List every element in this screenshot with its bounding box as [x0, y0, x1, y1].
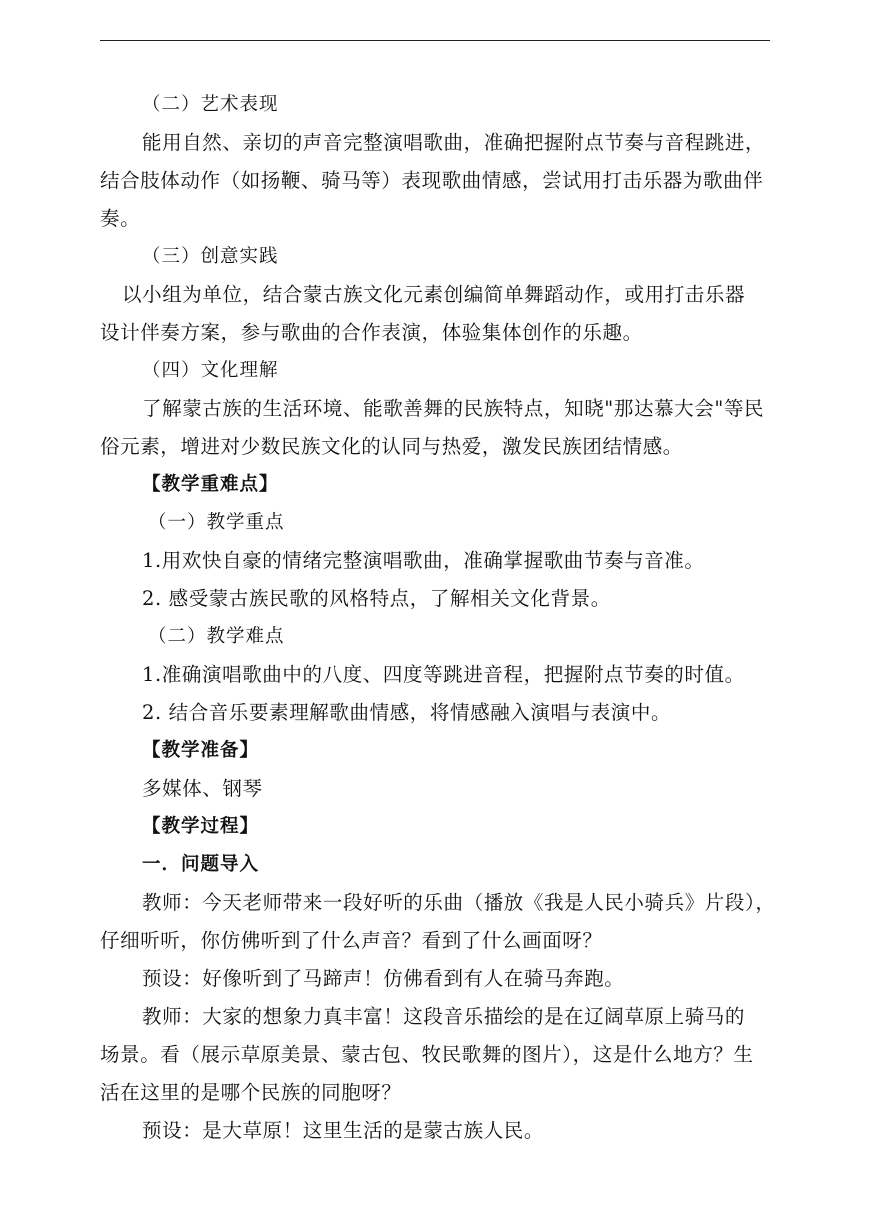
heading-difficult-points: （二）教学难点	[148, 626, 285, 647]
paragraph-line: 以小组为单位，结合蒙古族文化元素创编简单舞蹈动作，或用打击乐器	[122, 283, 746, 306]
heading-creative-practice: （三）创意实践	[142, 246, 279, 267]
list-item: 1.准确演唱歌曲中的八度、四度等跳进音程，把握附点节奏的时值。	[142, 663, 745, 686]
paragraph-line: 活在这里的是哪个民族的同胞呀？	[100, 1081, 402, 1104]
paragraph-line: 奏。	[100, 207, 141, 230]
preparation-text: 多媒体、钢琴	[142, 777, 263, 800]
paragraph-line: 仔细听听，你仿佛听到了什么声音？看到了什么画面呀？	[100, 929, 603, 952]
paragraph-line: 教师：大家的想象力真丰富！这段音乐描绘的是在辽阔草原上骑马的	[142, 1005, 746, 1028]
header-rule	[100, 40, 770, 41]
list-item: 2. 结合音乐要素理解歌曲情感，将情感融入演唱与表演中。	[142, 701, 672, 724]
heading-culture: （四）文化理解	[142, 360, 279, 381]
paragraph-line: 了解蒙古族的生活环境、能歌善舞的民族特点，知晓"那达慕大会"等民	[142, 397, 765, 420]
heading-key-points: （一）教学重点	[148, 512, 285, 533]
document-page	[100, 86, 776, 1150]
paragraph-line: 预设：好像听到了马蹄声！仿佛看到有人在骑马奔跑。	[142, 967, 625, 990]
paragraph-line: 能用自然、亲切的声音完整演唱歌曲，准确把握附点节奏与音程跳进，	[142, 131, 766, 154]
paragraph-line: 结合肢体动作（如扬鞭、骑马等）表现歌曲情感，尝试用打击乐器为歌曲伴	[100, 169, 764, 192]
paragraph-line: 俗元素，增进对少数民族文化的认同与热爱，激发民族团结情感。	[100, 435, 683, 458]
heading-question-intro: 一．问题导入	[142, 854, 260, 875]
list-item: 1.用欢快自豪的情绪完整演唱歌曲，准确掌握歌曲节奏与音准。	[142, 549, 705, 572]
heading-key-difficult: 【教学重难点】	[142, 474, 279, 495]
heading-process: 【教学过程】	[142, 816, 260, 837]
paragraph-line: 场景。看（展示草原美景、蒙古包、牧民歌舞的图片），这是什么地方？生	[100, 1043, 754, 1066]
paragraph-line: 预设：是大草原！这里生活的是蒙古族人民。	[142, 1119, 545, 1142]
paragraph-line: 设计伴奏方案，参与歌曲的合作表演，体验集体创作的乐趣。	[100, 321, 643, 344]
heading-preparation: 【教学准备】	[142, 740, 260, 761]
heading-art-expression: （二）艺术表现	[142, 94, 279, 115]
list-item: 2. 感受蒙古族民歌的风格特点，了解相关文化背景。	[142, 587, 611, 610]
paragraph-line: 教师：今天老师带来一段好听的乐曲（播放《我是人民小骑兵》片段），	[142, 891, 776, 914]
